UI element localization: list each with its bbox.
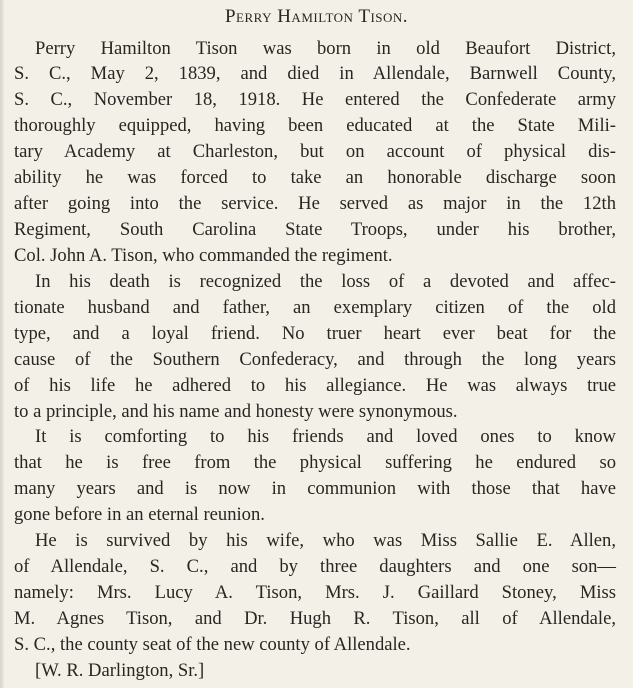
text-line: of his life he adhered to his allegiance. He was always true	[14, 375, 616, 396]
text-line: Col. John A. Tison, who commanded the regiment.	[14, 245, 393, 266]
text-line: tionate husband and father, an exemplary citizen of the old	[14, 297, 616, 318]
text-line: thoroughly equipped, having been educated at the State Mili-	[14, 115, 616, 136]
text-line: after going into the service. He served as major in the 12th	[14, 193, 616, 214]
document-title: Perry Hamilton Tison.	[224, 6, 409, 27]
text-line: S. C., May 2, 1839, and died in Allendale, Barnwell County,	[14, 63, 616, 84]
text-line: Perry Hamilton Tison was born in old Beaufort District,	[35, 38, 616, 59]
text-line: type, and a loyal friend. No truer heart ever beat for the	[14, 323, 616, 344]
text-line: that he is free from the physical suffering he endured so	[14, 452, 616, 473]
text-line: cause of the Southern Confederacy, and through the long years	[14, 349, 616, 370]
text-line: It is comforting to his friends and loved ones to know	[35, 426, 616, 447]
text-line: to a principle, and his name and honesty were synonymous.	[14, 401, 458, 422]
text-line: many years and is now in communion with those that have	[14, 478, 616, 499]
text-line: ability he was forced to take an honorable discharge soon	[14, 167, 616, 188]
text-line: tary Academy at Charleston, but on account of physical dis-	[14, 141, 616, 162]
text-line: He is survived by his wife, who was Miss Sallie E. Allen,	[35, 530, 616, 551]
text-line: of Allendale, S. C., and by three daughters and one son—	[14, 556, 616, 577]
signature-line: [W. R. Darlington, Sr.]	[35, 660, 205, 681]
text-line: In his death is recognized the loss of a devoted and affec-	[35, 271, 616, 292]
text-line: S. C., the county seat of the new county of Allendale.	[14, 634, 411, 655]
text-line: S. C., November 18, 1918. He entered the Confederate army	[14, 89, 616, 110]
text-line: namely: Mrs. Lucy A. Tison, Mrs. J. Gaillard Stoney, Miss	[14, 582, 616, 603]
text-line: Regiment, South Carolina State Troops, under his brother,	[14, 219, 616, 240]
text-line: M. Agnes Tison, and Dr. Hugh R. Tison, all of Allendale,	[14, 608, 616, 629]
text-line: gone before in an eternal reunion.	[14, 504, 265, 525]
